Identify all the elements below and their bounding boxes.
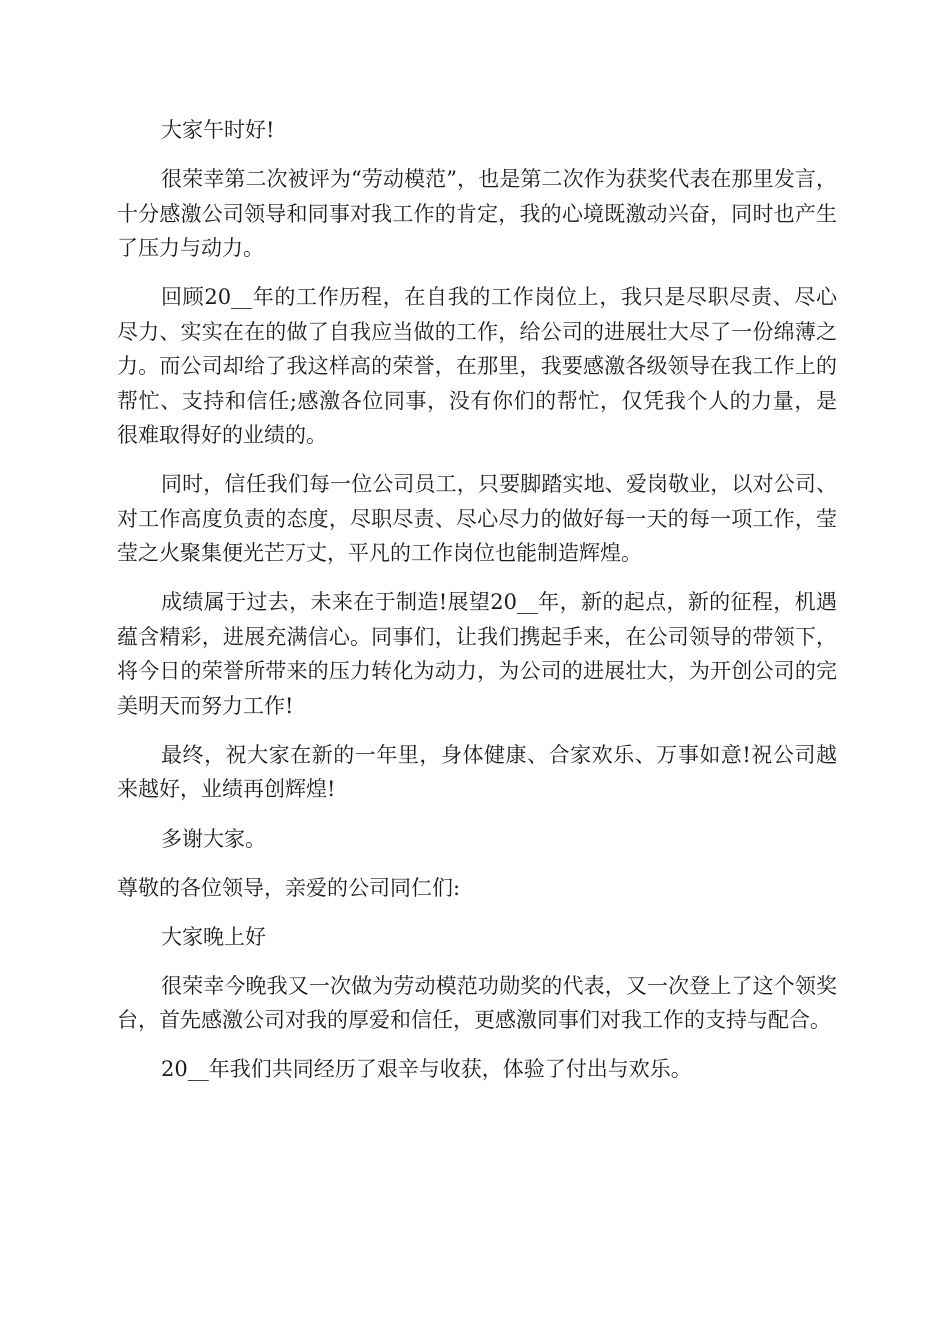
paragraph-wishes: 最终，祝大家在新的一年里，身体健康、合家欢乐、万事如意!祝公司越来越好，业绩再创辉煌! — [117, 742, 837, 802]
paragraph-trust: 同时，信任我们每一位公司员工，只要脚踏实地、爱岗敬业，以对公司、对工作高度负责的态度，尽职尽责、尽心尽力的做好每一天的每一项工作，莹莹之火聚集便光芒万丈，平凡的工作岗位也能制造辉煌。 — [117, 472, 837, 566]
paragraph-greeting-evening: 大家晚上好 — [161, 924, 266, 949]
paragraph-award: 很荣幸今晚我又一次做为劳动模范功勋奖的代表，又一次登上了这个领奖台，首先感激公司对我的厚爱和信任，更感激同事们对我工作的支持与配合。 — [117, 973, 837, 1033]
paragraph-salutation: 尊敬的各位领导，亲爱的公司同仁们: — [117, 875, 461, 900]
paragraph-honor: 很荣幸第二次被评为“劳动模范”，也是第二次作为获奖代表在那里发言，十分感激公司领导和同事对我工作的肯定，我的心境既激动兴奋，同时也产生了压力与动力。 — [117, 167, 837, 261]
paragraph-review: 回顾20__年的工作历程，在自我的工作岗位上，我只是尽职尽责、尽心尽力、实实在在的做了自我应当做的工作，给公司的进展壮大尽了一份绵薄之力。而公司却给了我这样高的荣誉，在那里，我要感激各级领导在我工作上的帮忙、支持和信任;感激各位同事，没有你们的帮忙，仅凭我个人的力量，是很难取得好的业绩的。 — [117, 285, 837, 448]
paragraph-outlook: 成绩属于过去，未来在于制造!展望20__年，新的起点，新的征程，机遇蕴含精彩，进展充满信心。同事们，让我们携起手来，在公司领导的带领下，将今日的荣誉所带来的压力转化为动力，为公司的进展壮大，为开创公司的完美明天而努力工作! — [117, 590, 837, 718]
document-page — [117, 113, 837, 1102]
paragraph-greeting-afternoon: 大家午时好! — [161, 118, 275, 142]
paragraph-year: 20__年我们共同经历了艰辛与收获，体验了付出与欢乐。 — [161, 1057, 692, 1082]
paragraph-thanks: 多谢大家。 — [161, 826, 266, 851]
